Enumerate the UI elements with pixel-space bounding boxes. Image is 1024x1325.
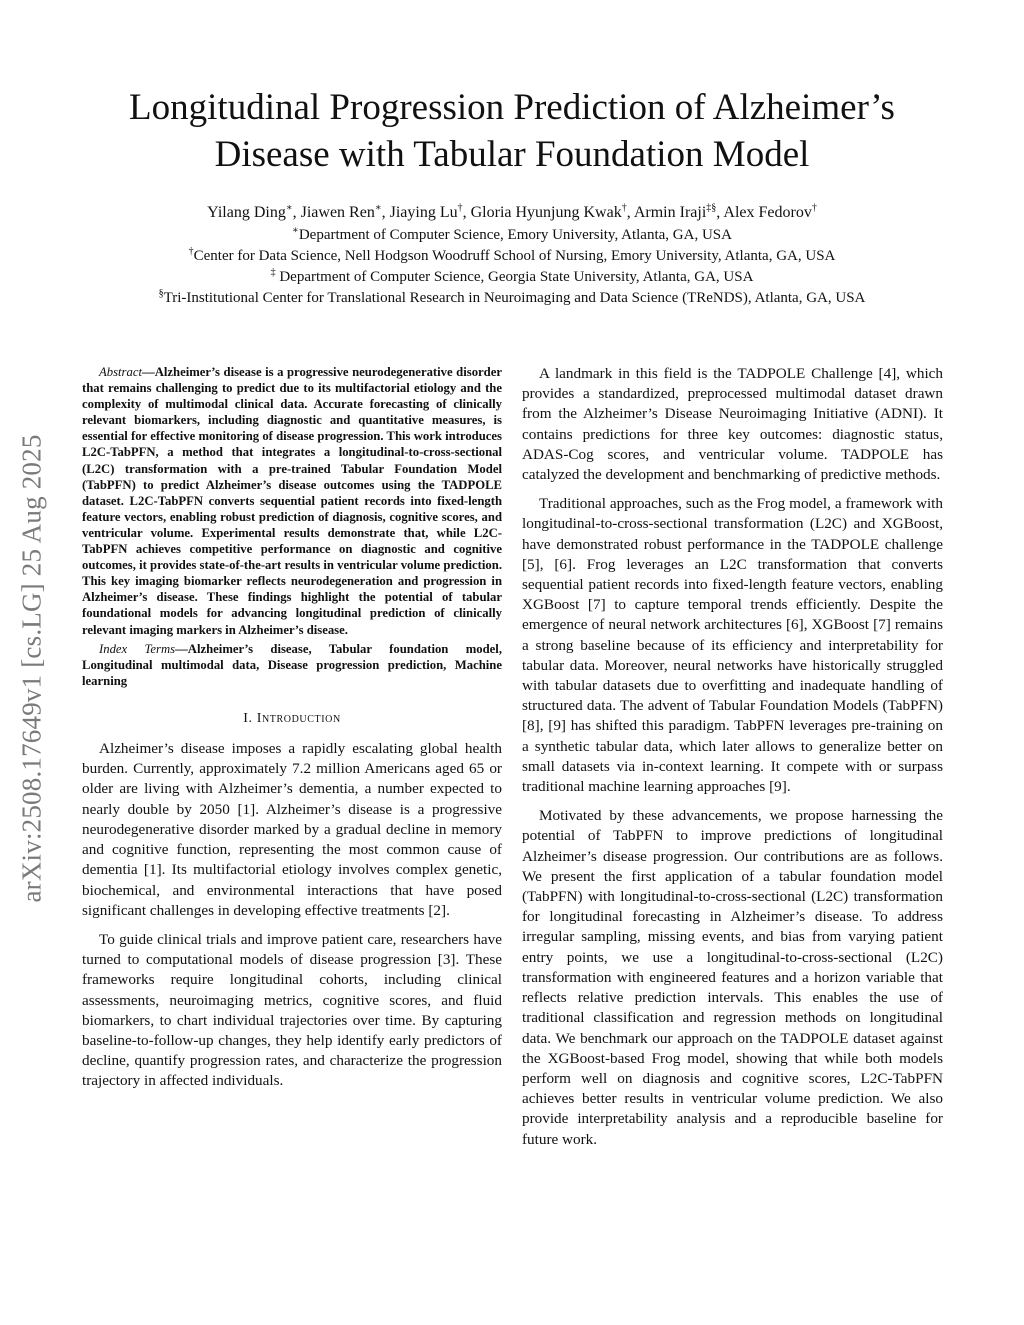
affiliation-text: Tri-Institutional Center for Translational Research in Neuroimaging and Data Science (TReNDS), Atlanta, GA, USA xyxy=(163,290,866,306)
section-numeral: I. xyxy=(243,710,257,726)
author-mark: ∗ xyxy=(374,202,382,214)
affiliation-mark: ‡ xyxy=(270,267,276,278)
author-name: Yilang Ding xyxy=(207,204,286,221)
body-paragraph: Traditional approaches, such as the Frog model, a framework with longitudinal-to-cross-sectional transformation (L2C) and XGBoost, have demonstrated robust performance in the TADPOLE challenge [5], [6]. Frog leverages an L2C transformation that converts sequential patient records into fixed-length feature vectors, enabling XGBoost [7] to capture temporal trends efficiently. Despite the emergence of neural network architectures [6], XGBoost [7] remains a strong baseline because of its efficiency and interpretability for tabular data. Moreover, neural networks have historically struggled with tabular datasets due to overfitting and inadequate handling of structured data. The advent of Tabular Foundation Models (TabPFN) [8], [9] has shifted this paradigm. TabPFN leverages pre-training on a synthetic tabular data, which later allows to generalize better on small datasets via in-context learning. It compete with or surpass traditional machine learning approaches [9]. xyxy=(522,495,943,796)
index-terms: Index Terms—Alzheimer’s disease, Tabular foundation model, Longitudinal multimodal data, Disease progression prediction, Machine learning xyxy=(82,641,503,688)
affiliation-mark: ∗ xyxy=(292,225,299,236)
left-column xyxy=(82,364,502,1101)
paper-title-line-1: Longitudinal Progression Prediction of Alzheimer’s xyxy=(129,87,895,128)
abstract: Abstract—Alzheimer’s disease is a progressive neurodegenerative disorder that remains challenging to predict due to its multifactorial etiology and the complexity of multimodal clinical data. Accurate forecasting of clinically relevant biomarkers, including diagnostic and quantitative measures, is essential for effective monitoring of disease progression. This work introduces L2C-TabPFN, a method that integrates a longitudinal-to-cross-sectional (L2C) transformation with a pre-trained Tabular Foundation Model (TabPFN) to predict Alzheimer’s disease outcomes using the TADPOLE dataset. L2C-TabPFN converts sequential patient records into fixed-length feature vectors, enabling robust prediction of diagnosis, cognitive scores, and ventricular volume. Experimental results demonstrate that, while L2C-TabPFN achieves competitive performance on diagnostic and cognitive outcomes, it provides state-of-the-art results in ventricular volume prediction. This key imaging biomarker reflects neurodegeneration and progression in Alzheimer’s disease. These findings highlight the potential of tabular foundational models for advancing longitudinal prediction of clinically relevant imaging markers in Alzheimer’s disease. xyxy=(82,365,502,637)
author-name: Jiawen Ren xyxy=(300,204,375,221)
author-mark: † xyxy=(811,202,817,214)
author-mark: † xyxy=(457,202,463,214)
affiliation-mark: † xyxy=(188,246,194,257)
paper-title-line-2: Disease with Tabular Foundation Model xyxy=(214,134,810,175)
author-name: Alex Fedorov xyxy=(723,204,812,221)
affiliation-text: Department of Computer Science, Georgia State University, Atlanta, GA, USA xyxy=(275,269,754,285)
author-mark: ‡§ xyxy=(706,202,717,214)
paper-title xyxy=(60,84,964,178)
affiliation xyxy=(80,225,944,246)
author-names: Yilang Ding∗, Jiawen Ren∗, Jiaying Lu†, Gloria Hyunjung Kwak†, Armin Iraji‡§, Alex Fedorov† xyxy=(207,202,817,221)
affiliation-text: Department of Computer Science, Emory University, Atlanta, GA, USA xyxy=(298,227,732,243)
author-name: Gloria Hyunjung Kwak xyxy=(470,204,622,221)
arxiv-identifier xyxy=(8,368,56,968)
author-mark: ∗ xyxy=(285,202,293,214)
affiliation xyxy=(80,246,944,267)
arxiv-identifier-text: arXiv:2508.17649v1 [cs.LG] 25 Aug 2025 xyxy=(16,433,47,903)
author-name: Jiaying Lu xyxy=(389,204,458,221)
index-terms-text: Alzheimer’s disease, Tabular foundation model, Longitudinal multimodal data, Disease progression prediction, Machine learning xyxy=(82,641,503,688)
abstract-label: Abstract xyxy=(99,365,142,379)
right-column xyxy=(522,364,943,1159)
body-paragraph: Alzheimer’s disease imposes a rapidly escalating global health burden. Currently, approximately 7.2 million Americans aged 65 or older are living with Alzheimer’s dementia, a number expected to nearly double by 2050 [1]. Alzheimer’s disease is a progressive neurodegenerative disorder marked by a gradual decline in memory and cognitive function, representing the most common cause of dementia [1]. Its multifactorial etiology involves complex genetic, biochemical, and environmental interactions that have posed significant challenges in developing effective treatments [2]. xyxy=(82,740,502,919)
section-title: Introduction xyxy=(256,710,341,726)
author-name: Armin Iraji xyxy=(633,204,707,221)
author-mark: † xyxy=(621,202,627,214)
body-paragraph: To guide clinical trials and improve patient care, researchers have turned to computational models of disease progression [3]. These frameworks require longitudinal cohorts, including clinical assessments, neuroimaging metrics, cognitive scores, and fluid biomarkers, to chart individual trajectories over time. By capturing baseline-to-follow-up changes, they help identify early predictors of decline, quantify progression rates, and characterize the progression trajectory in affected individuals. xyxy=(82,930,502,1090)
author-block xyxy=(80,202,944,309)
section-heading-introduction xyxy=(82,709,502,729)
index-terms-label: Index Terms xyxy=(99,641,176,656)
abstract-text: Alzheimer’s disease is a progressive neurodegenerative disorder that remains challenging to predict due to its multifactorial etiology and the complexity of multimodal clinical data. Accurate forecasting of clinically relevant biomarkers, including diagnostic and quantitative measures, is essential for effective monitoring of disease progression. This work introduces L2C-TabPFN, a method that integrates a longitudinal-to-cross-sectional (L2C) transformation with a pre-trained Tabular Foundation Model (TabPFN) to predict Alzheimer’s disease outcomes using the TADPOLE dataset. L2C-TabPFN converts sequential patient records into fixed-length feature vectors, enabling robust prediction of diagnosis, cognitive scores, and ventricular volume. Experimental results demonstrate that, while L2C-TabPFN achieves competitive performance on diagnostic and cognitive outcomes, it provides state-of-the-art results in ventricular volume prediction. This key imaging biomarker reflects neurodegeneration and progression in Alzheimer’s disease. These findings highlight the potential of tabular foundational models for advancing longitudinal prediction of clinically relevant imaging markers in Alzheimer’s disease. xyxy=(82,365,502,637)
affiliation xyxy=(80,267,944,288)
affiliation xyxy=(80,288,944,309)
affiliation-text: Center for Data Science, Nell Hodgson Woodruff School of Nursing, Emory University, Atlanta, GA, USA xyxy=(193,248,836,264)
affiliation-mark: § xyxy=(158,288,164,299)
body-paragraph: A landmark in this field is the TADPOLE Challenge [4], which provides a standardized, preprocessed multimodal dataset drawn from the Alzheimer’s Disease Neuroimaging Initiative (ADNI). It contains predictions for three key outcomes: diagnostic status, ADAS-Cog scores, and ventricular volume. TADPOLE has catalyzed the development and benchmarking of predictive methods. xyxy=(522,365,943,484)
body-paragraph: Motivated by these advancements, we propose harnessing the potential of TabPFN to improve predictions of longitudinal Alzheimer’s disease progression. Our contributions are as follows. We present the first application of a tabular foundation model (TabPFN) with longitudinal-to-cross-sectional (L2C) transformation for longitudinal forecasting in Alzheimer’s disease. To address irregular sampling, missing events, and bias from varying patient entry points, we use a longitudinal-to-cross-sectional (L2C) transformation with engineered features and a horizon variable that reflects relative prediction intervals. This enables the use of traditional classification and regression methods on longitudinal data. We benchmark our approach on the TADPOLE dataset against the XGBoost-based Frog model, showing that while both models perform well on diagnosis and cognitive scores, L2C-TabPFN achieves better results in ventricular volume prediction. We also provide interpretability analysis and a reproducible baseline for future work. xyxy=(522,807,943,1148)
